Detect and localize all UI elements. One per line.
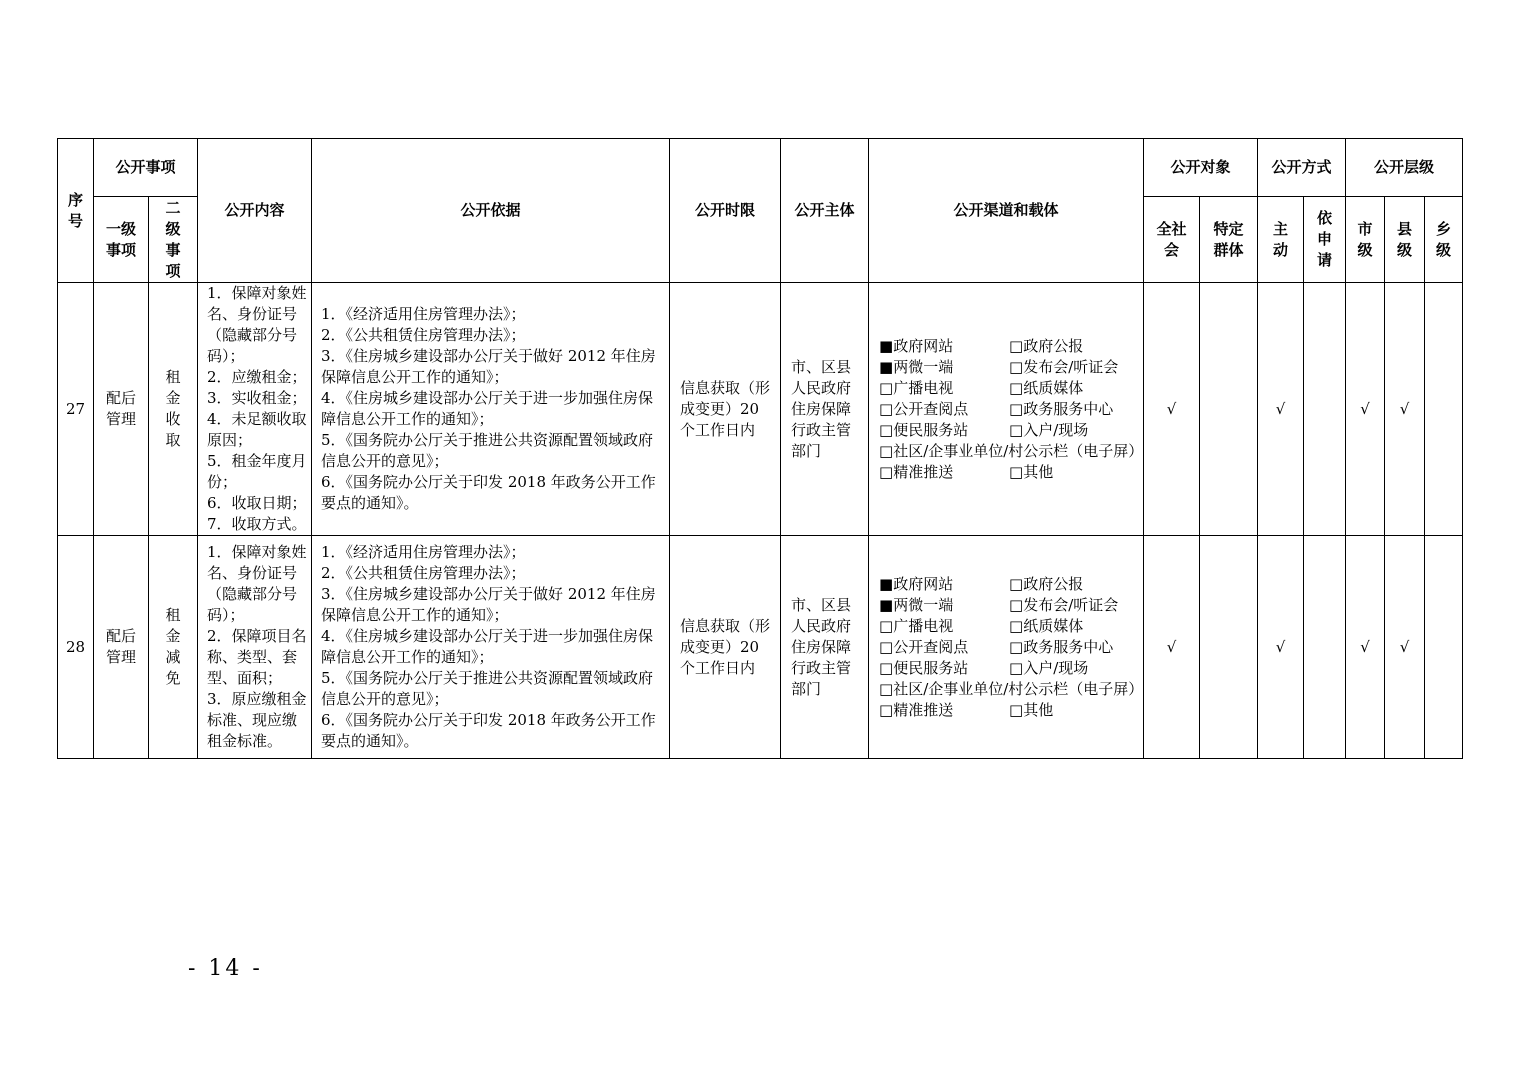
table-row: [58, 536, 1463, 759]
header-method-group: 公开方式: [1258, 139, 1346, 197]
check-level-county: √: [1385, 536, 1425, 759]
row-level1: 配后管理: [94, 536, 149, 759]
basis-item: 3．《住房城乡建设部办公厅关于做好 2012 年住房保障信息公开工作的通知》；: [321, 585, 656, 624]
header-level1: 一级事项: [94, 197, 149, 283]
check-target-specific: [1200, 536, 1258, 759]
channel-press-conf: □发布会/听证会: [1009, 357, 1119, 376]
header-target-specific: 特定群体: [1200, 197, 1258, 283]
channel-broadcast: □广播电视: [879, 378, 954, 397]
disclosure-table: [57, 138, 1463, 759]
header-level2: 二级事项: [149, 197, 198, 283]
header-seq: 序号: [58, 139, 94, 283]
row-content: [198, 283, 312, 536]
basis-item: 6．《国务院办公厅关于印发 2018 年政务公开工作要点的通知》。: [321, 473, 656, 512]
check-level-county: √: [1385, 283, 1425, 536]
header-target-all: 全社会: [1144, 197, 1200, 283]
channel-door-to-door: □入户/现场: [1009, 420, 1089, 439]
basis-item: 5．《国务院办公厅关于推进公共资源配置领域政府信息公开的意见》；: [321, 669, 654, 708]
check-target-all: √: [1144, 536, 1200, 759]
channel-other: □其他: [1009, 462, 1054, 481]
basis-item: 6．《国务院办公厅关于印发 2018 年政务公开工作要点的通知》。: [321, 711, 656, 750]
table-row: [58, 283, 1463, 536]
row-level1: 配后管理: [94, 283, 149, 536]
header-method-apply: 依申请: [1304, 197, 1346, 283]
row-level2: 租金收取: [149, 283, 198, 536]
row-seq: 28: [58, 536, 94, 759]
content-item: 7．收取方式。: [207, 515, 307, 533]
content-item: 2．保障项目名称、类型、套型、面积；: [207, 627, 307, 687]
channel-paper-media: □纸质媒体: [1009, 616, 1084, 635]
channel-reading-point: □公开查阅点: [879, 399, 969, 418]
channel-gov-gazette: □政府公报: [1009, 336, 1084, 355]
channel-service-center: □政务服务中心: [1009, 637, 1114, 656]
header-subject: 公开主体: [781, 139, 869, 283]
content-item: 3．原应缴租金标准、现应缴租金标准。: [207, 690, 307, 750]
check-level-town: [1425, 536, 1463, 759]
check-level-town: [1425, 283, 1463, 536]
channel-two-micro: ■两微一端: [879, 357, 954, 376]
channel-broadcast: □广播电视: [879, 616, 954, 635]
check-method-active: √: [1258, 283, 1304, 536]
check-target-specific: [1200, 283, 1258, 536]
row-basis: [312, 283, 670, 536]
content-item: 1．保障对象姓名、身份证号（隐藏部分号码）；: [207, 543, 307, 624]
check-level-city: √: [1346, 283, 1385, 536]
header-level-group: 公开层级: [1346, 139, 1463, 197]
channel-door-to-door: □入户/现场: [1009, 658, 1089, 677]
row-seq: 27: [58, 283, 94, 536]
basis-item: 5．《国务院办公厅关于推进公共资源配置领域政府信息公开的意见》；: [321, 431, 654, 470]
header-time-limit: 公开时限: [670, 139, 781, 283]
channel-paper-media: □纸质媒体: [1009, 378, 1084, 397]
check-level-city: √: [1346, 536, 1385, 759]
channel-convenience-station: □便民服务站: [879, 658, 969, 677]
row-level2: 租金减免: [149, 536, 198, 759]
row-subject: 市、区县人民政府住房保障行政主管部门: [781, 536, 869, 759]
check-method-apply: [1304, 283, 1346, 536]
page-number: - 14 -: [188, 956, 263, 981]
channel-convenience-station: □便民服务站: [879, 420, 969, 439]
row-subject: 市、区县人民政府住房保障行政主管部门: [781, 283, 869, 536]
content-item: 3．实收租金；: [207, 389, 307, 407]
channel-service-center: □政务服务中心: [1009, 399, 1114, 418]
row-time-limit: 信息获取（形成变更）20个工作日内: [670, 536, 781, 759]
row-channels: [869, 283, 1144, 536]
channel-precise-push: □精准推送: [879, 462, 954, 481]
basis-item: 4．《住房城乡建设部办公厅关于进一步加强住房保障信息公开工作的通知》；: [321, 627, 654, 666]
basis-item: 4．《住房城乡建设部办公厅关于进一步加强住房保障信息公开工作的通知》；: [321, 389, 654, 428]
row-content: [198, 536, 312, 759]
row-basis: [312, 536, 670, 759]
row-time-limit: 信息获取（形成变更）20个工作日内: [670, 283, 781, 536]
basis-item: 2．《公共租赁住房管理办法》；: [321, 564, 526, 582]
content-item: 5．租金年度月份；: [207, 452, 307, 491]
basis-item: 1．《经济适用住房管理办法》；: [321, 305, 526, 323]
channel-reading-point: □公开查阅点: [879, 637, 969, 656]
check-method-active: √: [1258, 536, 1304, 759]
channel-bulletin: □社区/企事业单位/村公示栏（电子屏）: [879, 441, 1144, 460]
basis-item: 3．《住房城乡建设部办公厅关于做好 2012 年住房保障信息公开工作的通知》；: [321, 347, 656, 386]
header-method-active: 主动: [1258, 197, 1304, 283]
header-level-city: 市级: [1346, 197, 1385, 283]
channel-precise-push: □精准推送: [879, 700, 954, 719]
header-channels: 公开渠道和载体: [869, 139, 1144, 283]
header-level-county: 县级: [1385, 197, 1425, 283]
channel-other: □其他: [1009, 700, 1054, 719]
content-item: 4．未足额收取原因；: [207, 410, 307, 449]
basis-item: 1．《经济适用住房管理办法》；: [321, 543, 526, 561]
header-basis: 公开依据: [312, 139, 670, 283]
row-channels: [869, 536, 1144, 759]
channel-gov-website: ■政府网站: [879, 336, 954, 355]
content-item: 1．保障对象姓名、身份证号（隐藏部分号码）；: [207, 284, 307, 365]
content-item: 2．应缴租金；: [207, 368, 307, 386]
check-target-all: √: [1144, 283, 1200, 536]
content-item: 6．收取日期；: [207, 494, 307, 512]
header-content: 公开内容: [198, 139, 312, 283]
channel-gov-gazette: □政府公报: [1009, 574, 1084, 593]
channel-gov-website: ■政府网站: [879, 574, 954, 593]
basis-item: 2．《公共租赁住房管理办法》；: [321, 326, 526, 344]
check-method-apply: [1304, 536, 1346, 759]
channel-bulletin: □社区/企事业单位/村公示栏（电子屏）: [879, 679, 1144, 698]
channel-two-micro: ■两微一端: [879, 595, 954, 614]
header-target-group: 公开对象: [1144, 139, 1258, 197]
header-level-town: 乡级: [1425, 197, 1463, 283]
channel-press-conf: □发布会/听证会: [1009, 595, 1119, 614]
header-matter-group: 公开事项: [94, 139, 198, 197]
